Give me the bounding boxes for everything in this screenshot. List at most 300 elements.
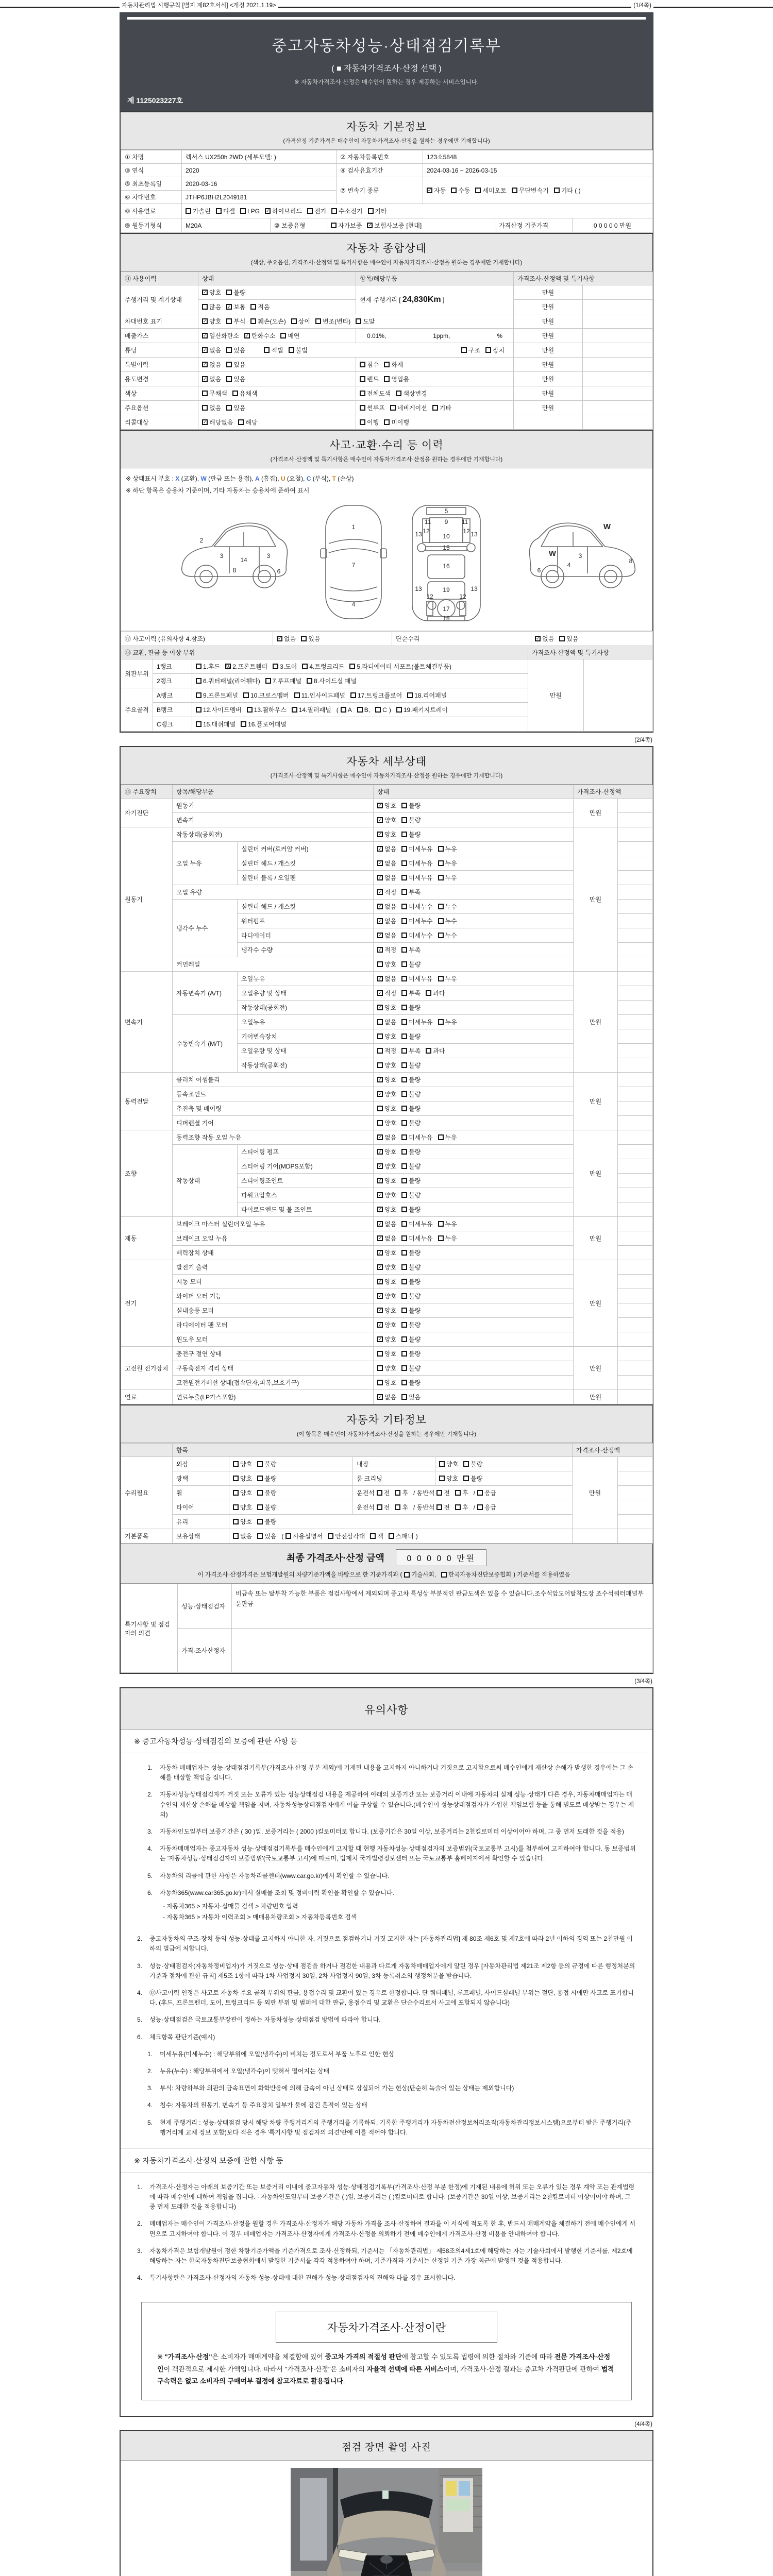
checkbox-label: 과다 (433, 1047, 445, 1055)
checkbox-item (360, 418, 379, 427)
part-label: 실린더 블록 / 오일팬 (238, 871, 374, 885)
checkbox-unchecked (186, 208, 191, 214)
field-label: ③ 연식 (121, 164, 182, 177)
checkbox-item (377, 931, 396, 940)
checkbox-unchecked (291, 318, 297, 324)
checkbox-label: 양호 (446, 1475, 459, 1482)
text-segment: 에 참고할 수 있도록 법령에 의한 절차와 기준에 따라 (401, 2353, 554, 2361)
checkbox-label: 전 (383, 1504, 390, 1511)
empty-cell (618, 813, 653, 827)
checkbox-label: 불량 (409, 1379, 421, 1386)
text-segment: 전문 가격조사·산정인 (157, 2353, 611, 2373)
notice-item (134, 2215, 639, 2242)
checkbox-label: 11.인사이드패널 (301, 692, 345, 699)
diagram-number: 12 (426, 593, 433, 600)
form-reference: 자동차관리법 시행규칙 [별지 제82호서식] <개정 2021.1.19> (120, 1, 278, 9)
checkbox-item (401, 902, 432, 911)
empty-cell (618, 1044, 653, 1058)
accident-history-checks (273, 632, 392, 646)
checkbox-item (377, 844, 396, 853)
state-code-legend (121, 468, 652, 497)
state-checks (374, 827, 574, 842)
checkbox-label: 2.프론트휀더 (232, 663, 268, 670)
part-label: 타이로드엔드 및 볼 조인트 (238, 1202, 374, 1217)
checkbox-item (377, 1349, 396, 1358)
checkbox-unchecked (377, 1048, 383, 1054)
basic-info-title: 자동차 기본정보 (346, 121, 427, 133)
checkbox-label: 양호 (209, 318, 222, 325)
part-label: 냉각수 수량 (238, 943, 374, 957)
state-checks (374, 871, 574, 885)
checkbox-label: 불량 (409, 1321, 421, 1329)
notices-subhead-1: ※ 중고자동차성능·상태점검의 보증에 관한 사항 등 (121, 1730, 652, 1753)
checkbox-label: 전 (444, 1489, 450, 1497)
row-label: 주요옵션 (121, 401, 198, 415)
diagram-number: 13 (470, 531, 478, 538)
notice-item-text: 미세누유(미세누수) : 해당부위에 오일(냉각수)이 비치는 정도로서 부품 노후로 인한 현상 (160, 2050, 395, 2058)
checkbox-item (455, 1503, 468, 1512)
part-label: 작동상태(공회전) (238, 1001, 374, 1015)
notice-item-number: 3. (137, 2247, 143, 2255)
checkbox-unchecked (301, 636, 307, 641)
empty-cell (618, 1101, 653, 1116)
checkbox-unchecked (401, 846, 407, 852)
part-label: 기어변속장치 (238, 1029, 374, 1044)
checkbox-checked (202, 290, 208, 295)
checkbox-unchecked (250, 318, 256, 324)
checkbox-label: 유채색 (239, 390, 258, 397)
checkbox-unchecked (401, 933, 407, 938)
row-label: 가격·조사산정자 (178, 1629, 232, 1673)
checkbox-item (439, 1474, 458, 1483)
checkbox-label: 화재 (391, 361, 404, 368)
checkbox-label: 양호 (384, 1249, 397, 1257)
checkbox-label: 부족 (409, 946, 421, 954)
field-label: ⑥ 차대번호 (121, 191, 182, 204)
detail-row (121, 1217, 653, 1231)
checkbox-unchecked (396, 391, 401, 396)
field-label: ⑨ 원동기형식 (121, 218, 182, 233)
empty-cell (618, 1116, 653, 1130)
checkbox-unchecked (401, 1207, 407, 1212)
emission-checks (198, 329, 356, 343)
empty-cell (514, 415, 583, 430)
price-cell: 만원 (574, 1347, 618, 1390)
checkbox-label: 누유 (445, 975, 457, 982)
checkbox-item (439, 1460, 458, 1468)
overall-title: 자동차 종합상태 (346, 243, 427, 255)
other-info-table (121, 1443, 653, 1544)
checkbox-item (216, 207, 235, 215)
tire-position-checks (353, 1500, 573, 1515)
checkbox-checked (377, 1322, 383, 1328)
rank-label: B랭크 (153, 703, 192, 717)
checkbox-unchecked (559, 636, 565, 641)
state-checks (374, 885, 574, 900)
checkbox-label: 불량 (264, 1518, 277, 1526)
text-segment: (요철), (285, 475, 307, 482)
checkbox-label: 적정 (384, 946, 397, 954)
checkbox-checked (377, 1134, 383, 1140)
checkbox-checked (202, 333, 208, 338)
empty-cell (583, 415, 653, 430)
checkbox-unchecked (401, 1293, 407, 1299)
state-checks (374, 1101, 574, 1116)
checkbox-item (384, 360, 403, 369)
checkbox-label: 적음 (258, 303, 270, 311)
checkbox-unchecked (401, 1134, 407, 1140)
checkbox-item (389, 1532, 418, 1540)
checkbox-label: 양호 (384, 1307, 397, 1314)
part-label: 오일유량 및 상태 (238, 986, 374, 1001)
part-label: 실린더 커버(로커암 커버) (238, 842, 374, 856)
notice-item (134, 2029, 639, 2046)
checkbox-label: 적정 (384, 889, 397, 896)
checkbox-unchecked (196, 664, 201, 669)
checkbox-item (377, 1393, 396, 1401)
part-label: 변속기 (173, 813, 374, 827)
checkbox-label: 부족 (409, 1047, 421, 1055)
row-label: 특별이력 (121, 358, 198, 372)
diagram-side-right (530, 522, 635, 588)
mileage-amount-checks (198, 300, 356, 314)
notice-item-number: 3. (147, 2084, 153, 2092)
notice-item-number: 2. (137, 1935, 143, 1943)
checkbox-label: 8.사이드실 패널 (314, 677, 357, 685)
checkbox-label: 불량 (409, 1120, 421, 1127)
accident-band (121, 431, 652, 468)
checkbox-item (413, 1488, 450, 1497)
checkbox-label: 적정 (384, 1047, 397, 1055)
table-row (121, 1457, 653, 1471)
checkbox-item (375, 706, 391, 714)
checkbox-unchecked (455, 1490, 461, 1496)
notice-item (134, 2269, 639, 2286)
empty-cell (618, 1500, 653, 1515)
checkbox-unchecked (439, 1461, 445, 1467)
notice-item-number: 3. (147, 1827, 153, 1835)
state-checks (374, 1303, 574, 1318)
checkbox-unchecked (370, 1533, 376, 1539)
empty-cell (618, 1361, 653, 1376)
state-checks (374, 1087, 574, 1101)
rank-label: A랭크 (153, 688, 192, 703)
opinion-table (121, 1584, 653, 1673)
checkbox-unchecked (436, 1504, 442, 1510)
checkbox-label: 색상변경 (403, 390, 427, 397)
sub-group-label: 수동변속기 (M/T) (173, 1015, 238, 1073)
rank-item-checks (192, 688, 528, 703)
checkbox-item (377, 1061, 396, 1070)
checkbox-unchecked (401, 961, 407, 967)
state-checks (374, 856, 574, 871)
checkbox-item (377, 859, 396, 868)
checkbox-unchecked (257, 1519, 263, 1524)
checkbox-item (331, 207, 362, 215)
state-checks (374, 842, 574, 856)
checkbox-unchecked (368, 208, 374, 214)
checkbox-unchecked (377, 1120, 383, 1126)
checkbox-unchecked (226, 347, 232, 353)
diagram-side-left (182, 523, 288, 588)
checkbox-item (438, 917, 457, 925)
checkbox-label: 양호 (384, 1336, 397, 1343)
checkbox-item (280, 331, 299, 340)
accident-subtitle: (가격조사·산정액 및 특기사항은 매수인이 자동차가격조사·산정을 원하는 경우에만 기재합니다) (270, 456, 503, 463)
checkbox-label: 미세누유 (409, 845, 433, 853)
basic-info-subtitle: (가격산정 기준가격은 매수인이 자동차가격조사·산정을 원하는 경우에만 기재합니다) (283, 138, 490, 144)
checkbox-label: 양호 (384, 1076, 397, 1083)
part-label: 실린더 헤드 / 개스킷 (238, 900, 374, 914)
checkbox-label: 누수 (445, 903, 457, 910)
checkbox-item (264, 346, 283, 354)
checkbox-item (401, 801, 421, 810)
checkbox-checked (377, 904, 383, 909)
checkbox-label: 16.플로어패널 (248, 721, 287, 728)
checkbox-unchecked (360, 391, 365, 396)
price-appraisal-definition-box (141, 2302, 632, 2400)
checkbox-unchecked (401, 860, 407, 866)
table-header-row (121, 1444, 653, 1457)
notices-list-1 (121, 1753, 652, 1930)
row-label: 내장 (353, 1457, 435, 1471)
empty-cell (583, 300, 653, 314)
checkbox-unchecked (233, 1490, 239, 1496)
detail-row (121, 1376, 653, 1390)
diagram-number: 5 (444, 507, 448, 515)
row-label: 외장 (173, 1457, 229, 1471)
checkbox-unchecked (196, 678, 201, 684)
checkbox-label: 양호 (240, 1461, 253, 1468)
checkbox-label: 무단변속기 (518, 187, 549, 194)
price-cell: 만원 (514, 401, 583, 415)
checkbox-label: 후 (462, 1489, 468, 1497)
checkbox-item (377, 830, 396, 839)
checkbox-label: 미세누수 (409, 903, 433, 910)
checkbox-label: 양호 (384, 1293, 397, 1300)
checkbox-checked (377, 1308, 383, 1313)
checkbox-item (463, 1460, 482, 1468)
checkbox-item (401, 960, 421, 969)
checkbox-item (485, 346, 505, 354)
checkbox-label: 수소전기 (339, 208, 363, 215)
state-checks (374, 799, 574, 813)
checkbox-item (377, 1277, 396, 1286)
checkbox-checked (377, 1336, 383, 1342)
checkbox-label: 전체도색 (367, 390, 391, 397)
checkbox-item (243, 691, 289, 700)
checkbox-item (350, 691, 402, 700)
column-header: 가격조사·산정액 및 특기사항 (514, 272, 653, 285)
detail-row (121, 1101, 653, 1116)
checkbox-label: 있음 (566, 635, 579, 642)
checkbox-label: 있음 (233, 404, 246, 412)
checkbox-label: 없음 (240, 1533, 253, 1540)
checkbox-unchecked (384, 362, 390, 367)
checkbox-checked (202, 419, 208, 425)
column-header: 상태 (374, 785, 574, 799)
wheel-position-checks (353, 1486, 573, 1500)
detail-row (121, 842, 653, 856)
checkbox-item (438, 1133, 457, 1142)
detail-row (121, 972, 653, 986)
checkbox-label: 응급 (484, 1489, 497, 1497)
checkbox-checked (377, 1221, 383, 1227)
text-segment: 법적 구속력은 없고 소비자의 구매여부 결정에 참고자료로 활용됩니다 (157, 2365, 614, 2385)
checkbox-label: 없음 (209, 404, 222, 412)
checkbox-item (360, 403, 385, 412)
checkbox-item (226, 403, 245, 412)
photos-band (121, 2431, 652, 2461)
checkbox-unchecked (226, 405, 232, 411)
checkbox-label: 있음 (409, 1394, 421, 1401)
column-header: ⑪ 사용이력 (121, 272, 198, 285)
checkbox-label: 누유 (445, 845, 457, 853)
checkbox-label: 부족 (409, 990, 421, 997)
form-meta (120, 0, 653, 12)
checkbox-unchecked (360, 376, 365, 382)
checkbox-item (401, 1292, 421, 1300)
checkbox-label: 불량 (409, 1350, 421, 1358)
checkbox-checked (377, 1163, 383, 1169)
checkbox-item (377, 1032, 396, 1041)
empty-cell (618, 972, 653, 986)
checkbox-unchecked (384, 419, 390, 425)
diagram-number: 17 (443, 605, 450, 613)
detail-row (121, 1260, 653, 1275)
notice-item-number: 6. (147, 1889, 153, 1896)
notice-item (134, 2114, 639, 2141)
checkbox-item (196, 676, 260, 685)
checkbox-checked (377, 1250, 383, 1256)
final-price-value: 0 0 0 0 0 만원 (396, 1549, 486, 1566)
checkbox-item (377, 1046, 396, 1055)
checkbox-unchecked (250, 304, 256, 310)
checkbox-item (233, 1460, 252, 1468)
state-checks (374, 813, 574, 827)
checkbox-item (292, 705, 331, 714)
checkbox-unchecked (426, 1048, 431, 1054)
checkbox-unchecked (360, 419, 365, 425)
checkbox-item (401, 1393, 421, 1401)
part-label: 워터펌프 (238, 914, 374, 928)
checkbox-unchecked (475, 188, 481, 193)
recall-kind-checks (356, 415, 514, 430)
checkbox-unchecked (438, 904, 444, 909)
checkbox-label: 1.후드 (203, 663, 221, 670)
row-label: 리콜대상 (121, 415, 198, 430)
diagram-number: 8 (232, 567, 237, 574)
checkbox-label: 있음 (264, 1533, 277, 1540)
detail-row (121, 1145, 653, 1159)
checkbox-unchecked (401, 1048, 407, 1054)
state-checks (374, 1174, 574, 1188)
empty-cell (618, 1159, 653, 1174)
checkbox-unchecked (384, 376, 390, 382)
checkbox-label: 일산화탄소 (209, 332, 239, 340)
empty-cell (618, 1457, 653, 1471)
checkbox-checked (377, 817, 383, 823)
checkbox-item (384, 418, 409, 427)
empty-cell (618, 1130, 653, 1145)
checkbox-item (438, 873, 457, 882)
checkbox-label: 렌트 (367, 376, 379, 383)
checkbox-unchecked (395, 1504, 400, 1510)
part-label: 와이퍼 모터 기능 (173, 1289, 374, 1303)
checkbox-item (384, 375, 409, 383)
empty-cell (618, 1246, 653, 1260)
checkbox-item (377, 1205, 396, 1214)
checkbox-label: 14.필러패널 (298, 706, 331, 714)
checkbox-item (202, 375, 221, 383)
price-cell: 만원 (514, 343, 583, 358)
column-header: 가격조사·산정액 (573, 1444, 653, 1457)
checkbox-unchecked (280, 333, 286, 338)
text-segment: (교환), (179, 475, 201, 482)
empty-cell (618, 885, 653, 900)
checkbox-label: 15.대쉬패널 (203, 721, 236, 728)
table-row (121, 218, 653, 233)
part-label: 연료누출(LP가스포함) (173, 1390, 374, 1404)
notice-subitem: - 자동차365 > 자동차 이력조회 > 매매용차량조회 > 자동차등록번호 검색 (163, 1913, 357, 1921)
checkbox-label: 불량 (233, 289, 246, 296)
detail-band (121, 747, 652, 785)
empty-cell (618, 986, 653, 1001)
checkbox-unchecked (401, 803, 407, 808)
checkbox-item (202, 346, 221, 354)
photos-title: 점검 장면 촬영 사진 (342, 2442, 431, 2453)
tuning-checks (198, 343, 514, 358)
checkbox-checked (377, 803, 383, 808)
checkbox-label: 누유 (445, 1019, 457, 1026)
checkbox-label: 불량 (470, 1461, 483, 1468)
empty-cell (618, 943, 653, 957)
checkbox-unchecked (257, 1504, 263, 1510)
checkbox-item (401, 1147, 421, 1156)
table-row (121, 646, 653, 659)
checkbox-item (401, 816, 421, 824)
checkbox-item (307, 676, 357, 685)
checkbox-item (377, 974, 396, 983)
checkbox-label: 누유 (445, 874, 457, 882)
checkbox-label: 후 (462, 1504, 468, 1511)
checkbox-checked (377, 1394, 383, 1400)
empty-cell (583, 372, 653, 386)
checkbox-item (202, 331, 239, 340)
car-diagram-svg (129, 500, 644, 623)
page-marker-2: (2/4쪽) (634, 737, 652, 743)
checkbox-label: 후 (402, 1489, 408, 1497)
special-history-checks (198, 358, 356, 372)
checkbox-item (559, 634, 578, 643)
checkbox-label: 불량 (409, 961, 421, 968)
part-label: 구동축전지 격리 상태 (173, 1361, 374, 1376)
checkbox-unchecked (438, 1221, 444, 1227)
state-checks (374, 1275, 574, 1289)
empty-cell (618, 957, 653, 972)
checkbox-label: 불량 (409, 1076, 421, 1083)
diagram-number: 3 (266, 552, 271, 560)
row-label: 유리 (173, 1515, 229, 1529)
checkbox-item (226, 375, 245, 383)
checkbox-item (396, 705, 448, 714)
diagram-number: 18 (443, 615, 450, 622)
checkbox-unchecked (401, 1192, 407, 1198)
rank-row (121, 659, 653, 674)
checkbox-unchecked (512, 188, 517, 193)
checkbox-item (475, 186, 506, 195)
checkbox-unchecked (247, 707, 253, 713)
